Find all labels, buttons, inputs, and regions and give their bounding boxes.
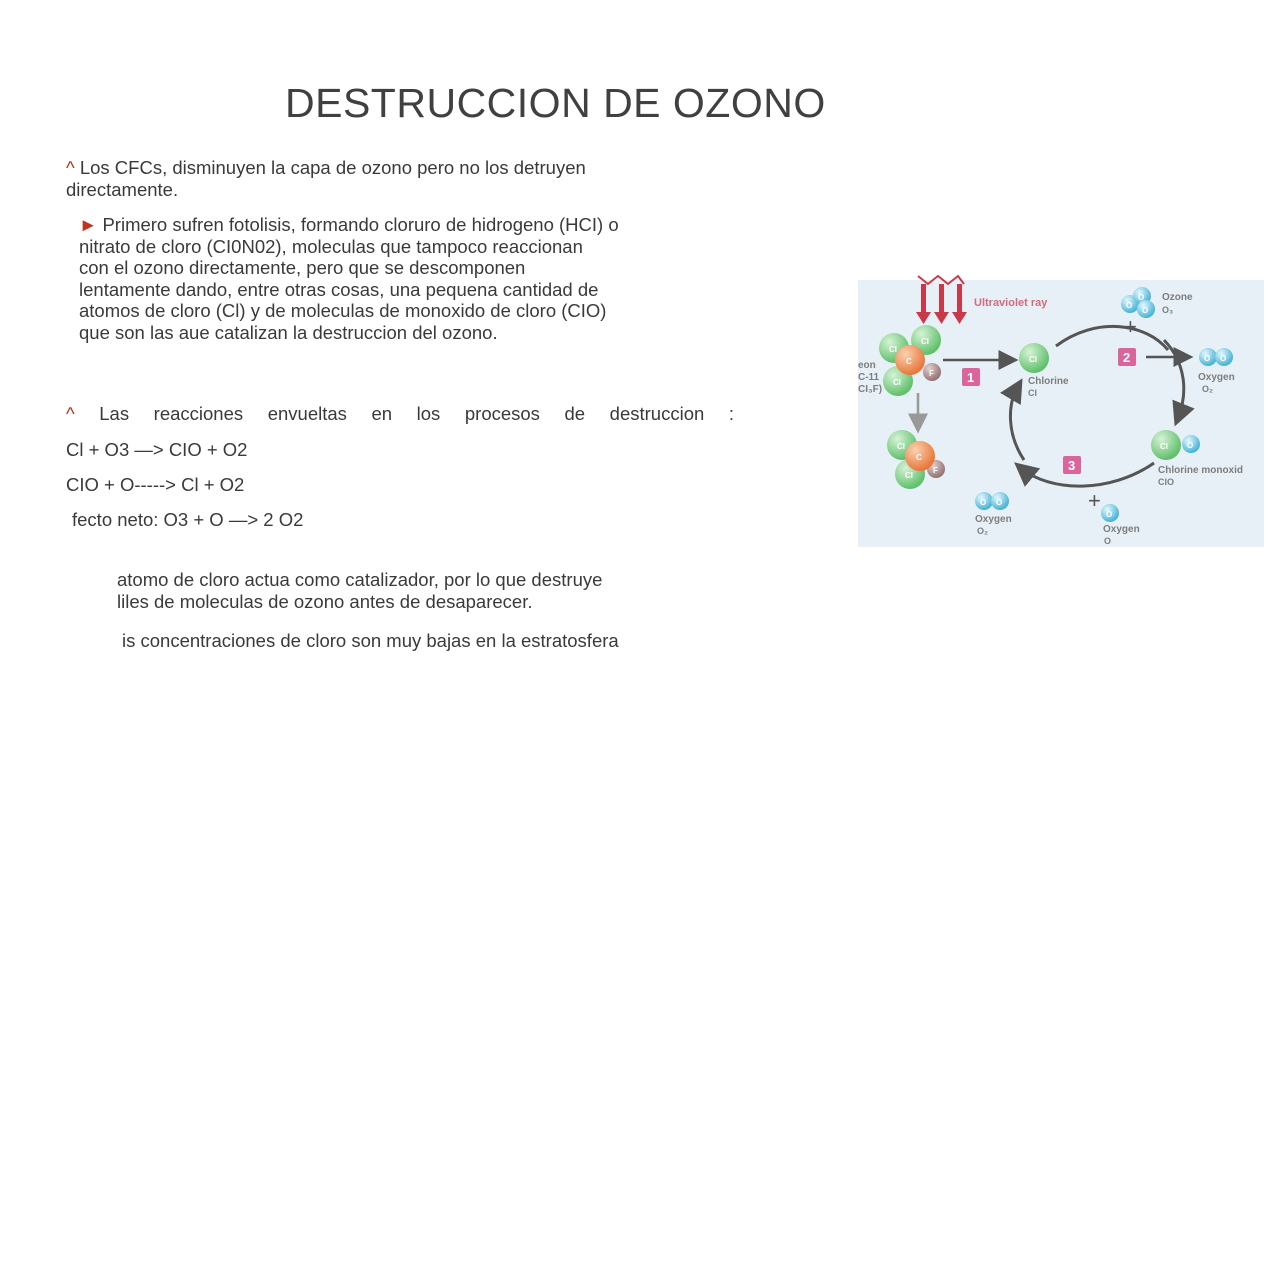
plus-icon: + (1088, 488, 1101, 513)
svg-text:O: O (1187, 441, 1194, 450)
chlorine-label: Chlorine (1028, 376, 1069, 387)
oxygen-top-label: Oxygen (1198, 372, 1235, 383)
svg-text:O: O (1142, 306, 1149, 315)
oxygen-top-formula: O₂ (1202, 384, 1213, 394)
freon-label-3: CI₃F) (858, 384, 883, 395)
equation-2: CIO + O-----> Cl + O2 (66, 474, 245, 495)
svg-text:Cl: Cl (889, 345, 897, 354)
svg-text:Cl: Cl (897, 442, 905, 451)
svg-text:O: O (1220, 354, 1227, 363)
oxygen-atom (1101, 504, 1119, 522)
freon-label-2: C-11 (858, 372, 880, 383)
plus-icon: + (1124, 314, 1137, 339)
svg-text:Cl: Cl (905, 471, 913, 480)
oxygen-bottom-formula: O (1104, 536, 1112, 546)
equation-1: Cl + O3 —> CIO + O2 (66, 439, 248, 460)
svg-text:F: F (933, 466, 938, 475)
svg-text:2: 2 (1123, 350, 1131, 365)
svg-text:Cl: Cl (1029, 355, 1037, 364)
chlorine-formula: Cl (1028, 388, 1037, 398)
page-title: DESTRUCCION DE OZONO (285, 80, 826, 126)
ozone-formula: O₃ (1162, 305, 1174, 315)
svg-text:C: C (906, 357, 912, 366)
svg-text:3: 3 (1068, 458, 1076, 473)
svg-text:O: O (996, 498, 1003, 507)
svg-text:Cl: Cl (893, 378, 901, 387)
oxygen-bottom-left-label: Oxygen (975, 514, 1012, 525)
svg-text:F: F (929, 369, 934, 378)
paragraph-concentraciones: is concentraciones de cloro son muy bajas en la estratosfera (122, 630, 619, 651)
arrow-bullet-icon: ► (79, 214, 98, 235)
paragraph-cfcs: ^ Los CFCs, disminuyen la capa de ozono pero no los detruyen directamente. (66, 157, 586, 200)
svg-text:Cl: Cl (921, 337, 929, 346)
equation-net: fecto neto: O3 + O —> 2 O2 (72, 509, 304, 530)
svg-text:O: O (1138, 293, 1145, 302)
chlorine-monoxide-label: Chlorine monoxid (1158, 465, 1243, 476)
paragraph-reacciones: ^ Las reacciones envueltas en los procesos de destruccion : (66, 403, 734, 424)
svg-text:O: O (1204, 354, 1211, 363)
ozone-label: Ozone (1162, 292, 1193, 303)
freon-label-1: eon (858, 360, 876, 371)
caret-bullet-icon: ^ (66, 403, 75, 424)
paragraph-catalizador: atomo de cloro actua como catalizador, por lo que destruye liles de moleculas de ozono antes de desaparecer. (117, 569, 603, 612)
svg-text:C: C (916, 453, 922, 462)
ozone-destruction-diagram (846, 268, 1276, 558)
uv-label: Ultraviolet ray (974, 297, 1048, 309)
chlorine-monoxide-formula: ClO (1158, 477, 1175, 487)
oxygen-bottom-label: Oxygen (1103, 524, 1140, 535)
oxygen-bottom-left-formula: O₂ (977, 526, 988, 536)
svg-text:1: 1 (967, 370, 975, 385)
svg-text:O: O (1126, 301, 1133, 310)
svg-text:O: O (980, 498, 987, 507)
svg-text:Cl: Cl (1160, 442, 1168, 451)
paragraph-fotolisis: ► Primero sufren fotolisis, formando cloruro de hidrogeno (HCI) o nitrato de cloro (CI0N02), moleculas que tampoco reaccionan con el ozono directamente, pero que se descomponen lentamente dando, entre otras cosas, una pequena cantidad de atomos de cloro (Cl) y de moleculas de monoxido de cloro (CIO) que son las aue catalizan la destruccion del ozono. (79, 214, 619, 343)
caret-bullet-icon: ^ (66, 157, 75, 178)
svg-text:O: O (1106, 510, 1113, 519)
